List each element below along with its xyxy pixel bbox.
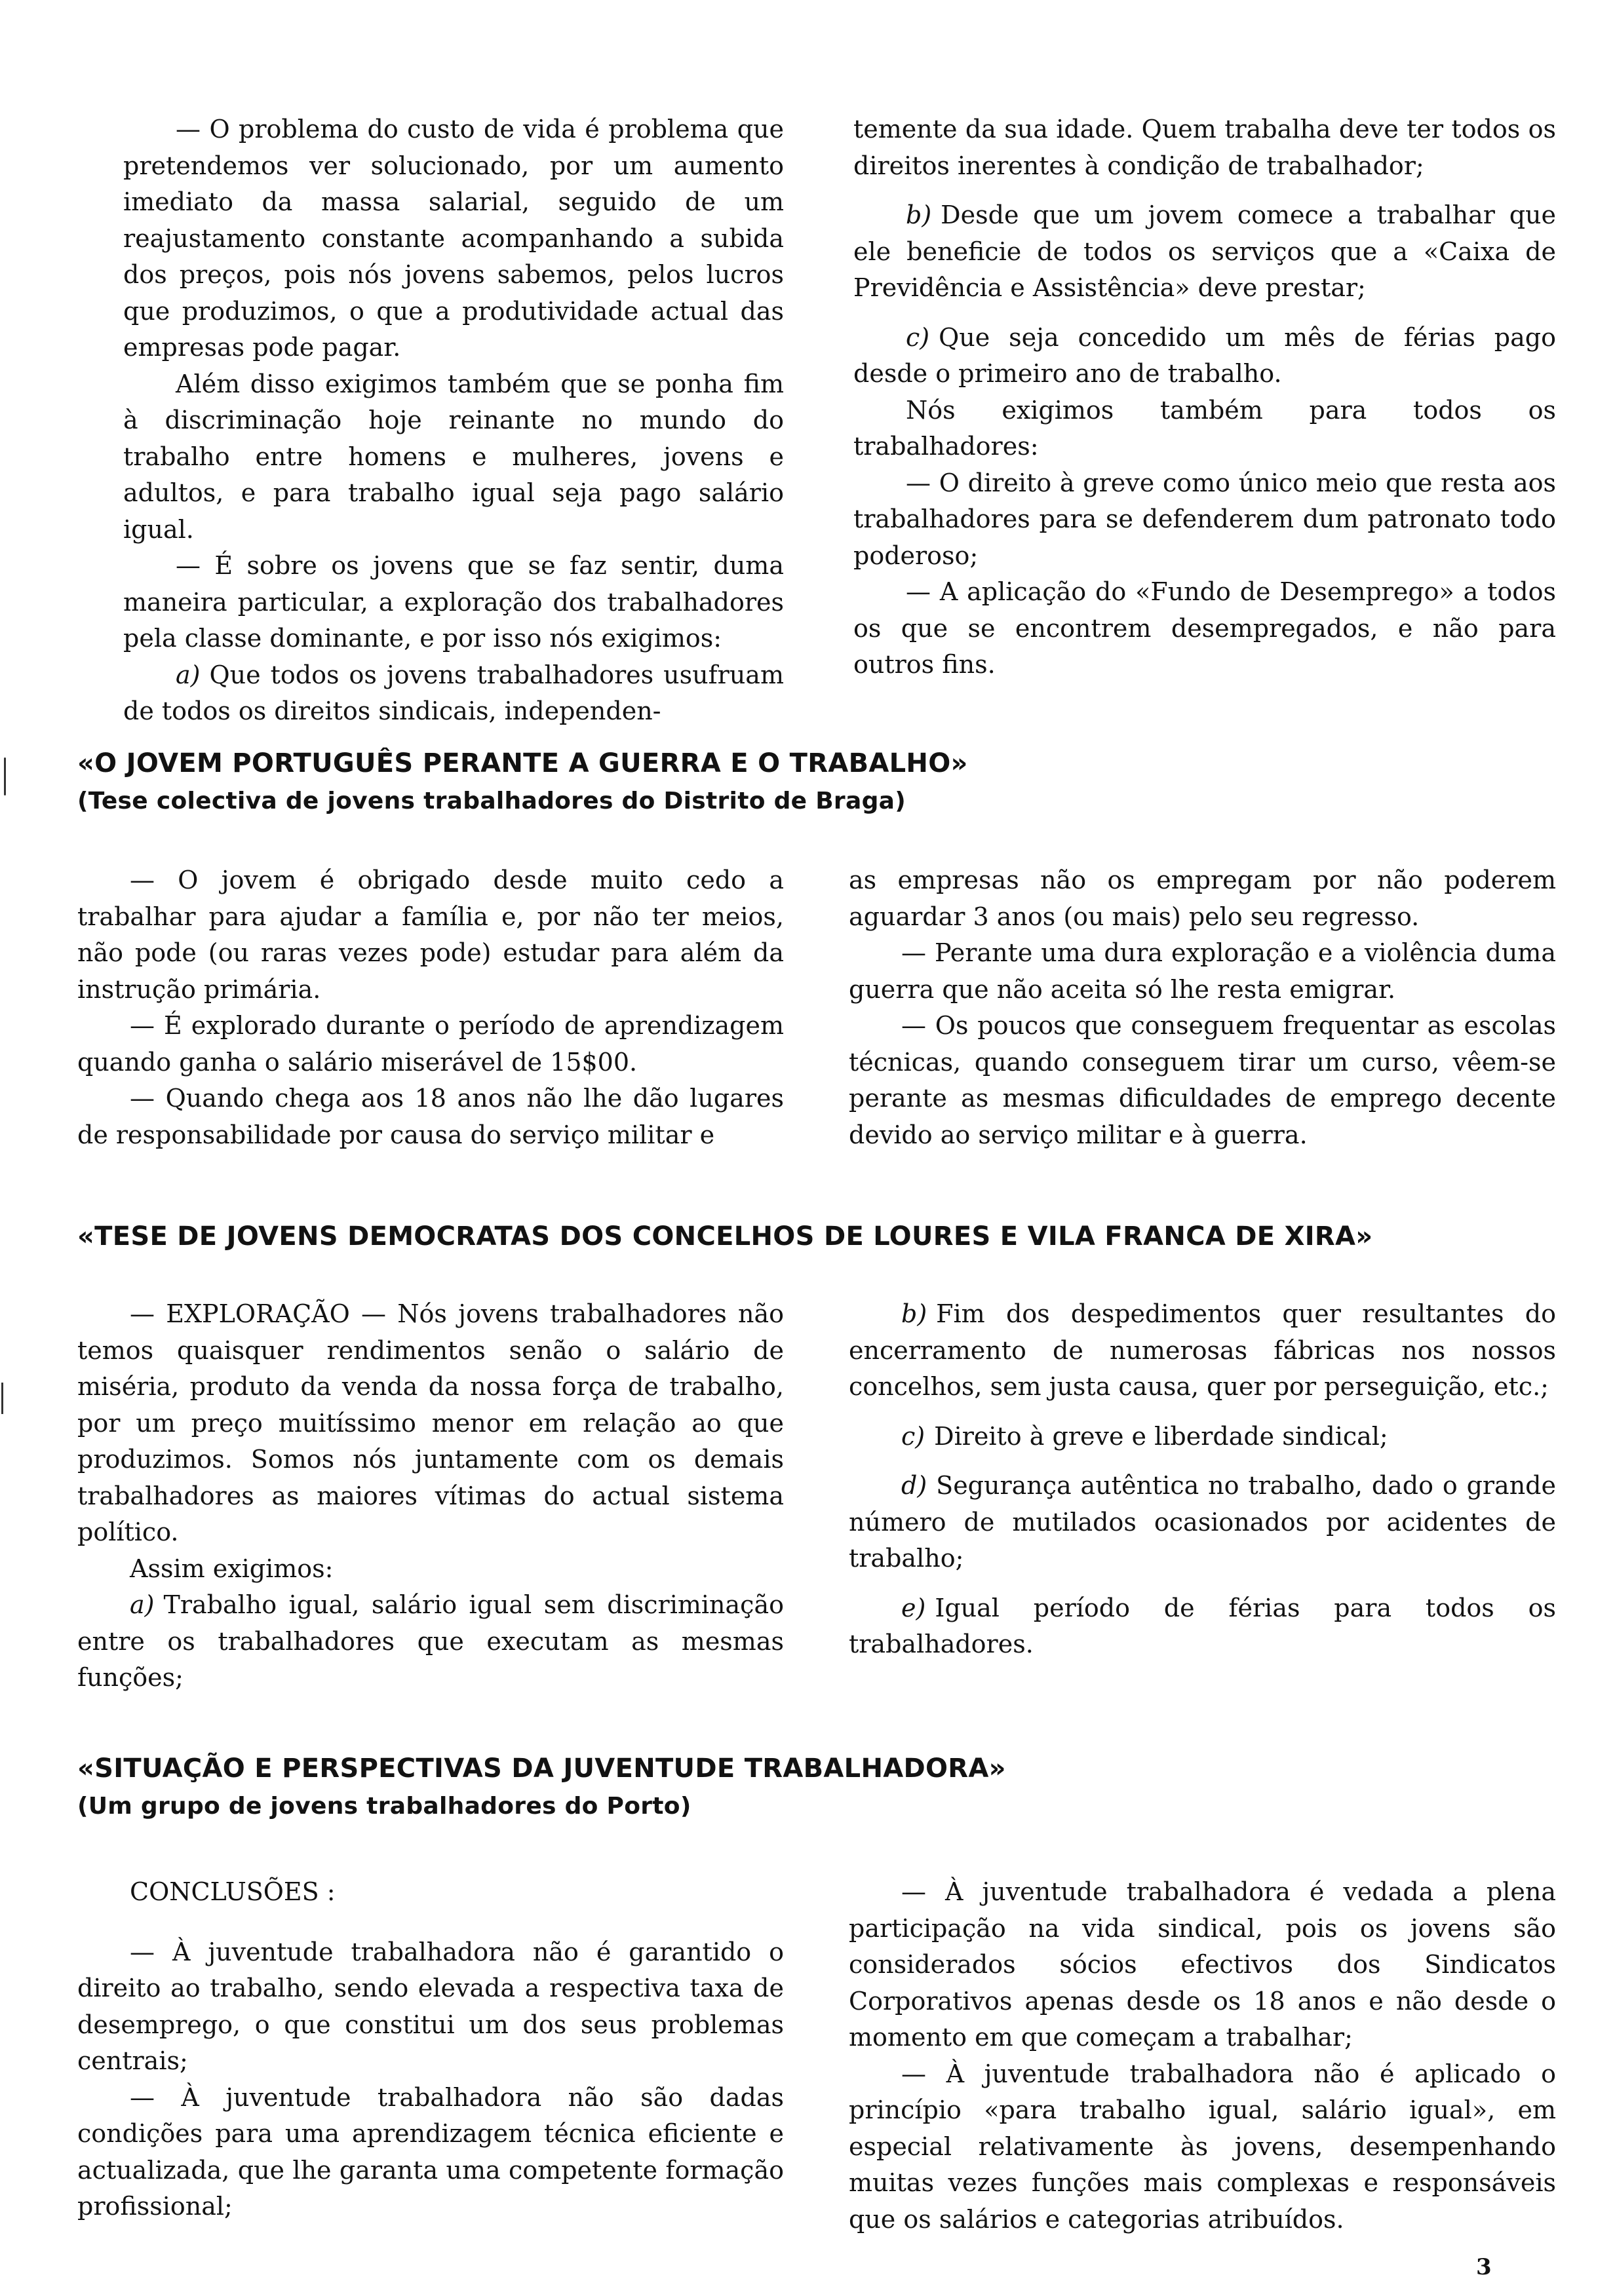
list-marker: b)	[901, 1299, 927, 1328]
section1-left-column	[123, 111, 784, 730]
list-marker: c)	[901, 1421, 925, 1451]
list-item-d	[849, 1468, 1556, 1577]
paragraph: — Perante uma dura exploração e a violência duma guerra que não aceita só lhe resta emigrar.	[849, 938, 1556, 1004]
list-marker: a)	[130, 1590, 155, 1619]
section3-heading	[77, 1217, 1372, 1255]
conclusions-label: CONCLUSÕES :	[130, 1877, 336, 1906]
list-item-a	[77, 1587, 784, 1696]
paragraph: — É explorado durante o período de aprendizagem quando ganha o salário miserável de 15$00.	[77, 1011, 784, 1077]
list-item-b	[849, 1296, 1556, 1406]
paragraph: — À juventude trabalhadora não é aplicado o princípio «para trabalho igual, salário igual», em especial relativamente às jovens, desempenhando muitas vezes funções mais complexas e responsáveis que os salários e categorias atribuídos.	[849, 2059, 1556, 2234]
section3-right-column	[849, 1296, 1556, 1663]
paragraph: — EXPLORAÇÃO — Nós jovens trabalhadores não temos quaisquer rendimentos senão o salário de miséria, produto da venda da nossa força de trabalho, por um preço muitíssimo menor em relação ao que produzimos. Somos nós juntamente com os demais trabalhadores as maiores vítimas do actual sistema político.	[77, 1299, 784, 1546]
list-item-a	[123, 657, 784, 730]
paragraph: — Os poucos que conseguem frequentar as escolas técnicas, quando conseguem tirar um curso, vêem-se perante as mesmas dificuldades de emprego decente devido ao serviço militar e à guerra.	[849, 1011, 1556, 1149]
scan-mark	[1, 1383, 3, 1414]
list-item-text: Que seja concedido um mês de férias pago desde o primeiro ano de trabalho.	[853, 322, 1556, 388]
section2-left-column	[77, 862, 784, 1153]
list-item-c	[849, 1419, 1556, 1455]
list-marker: c)	[906, 322, 930, 352]
list-item-text: Desde que um jovem comece a trabalhar que ele beneficie de todos os serviços que a «Caixa de Previdência e Assistência» deve prestar;	[853, 201, 1556, 302]
paragraph: as empresas não os empregam por não poderem aguardar 3 anos (ou mais) pelo seu regresso.	[849, 866, 1556, 931]
paragraph: — O direito à greve como único meio que resta aos trabalhadores para se defenderem dum patronato todo poderoso;	[853, 468, 1556, 570]
list-item-e	[849, 1590, 1556, 1663]
paragraph: Assim exigimos:	[130, 1554, 334, 1583]
paragraph: — A aplicação do «Fundo de Desemprego» a todos os que se encontrem desempregados, e não para outros fins.	[853, 577, 1556, 679]
paragraph: — À juventude trabalhadora não é garantido o direito ao trabalho, sendo elevada a respectiva taxa de desemprego, o que constitui um dos seus problemas centrais;	[77, 1937, 784, 2075]
paragraph: — O problema do custo de vida é problema que pretendemos ver solucionado, por um aumento imediato da massa salarial, seguido de um reajustamento constante acompanhando a subida dos preços, pois nós jovens sabemos, pelos lucros que produzimos, o que a produtividade actual das empresas pode pagar.	[123, 115, 784, 362]
section2-subtitle: (Tese colectiva de jovens trabalhadores do Distrito de Braga)	[77, 788, 906, 814]
section4-heading	[77, 1750, 1006, 1826]
list-marker: d)	[901, 1471, 927, 1500]
section2-right-column	[849, 862, 1556, 1153]
list-item-c	[853, 320, 1556, 392]
section1-right-column	[853, 111, 1556, 683]
paragraph: temente da sua idade. Quem trabalha deve ter todos os direitos inerentes à condição de trabalhador;	[853, 115, 1556, 180]
list-item-text: Trabalho igual, salário igual sem discriminação entre os trabalhadores que executam as mesmas funções;	[77, 1590, 784, 1692]
section2-title: «O JOVEM PORTUGUÊS PERANTE A GUERRA E O TRABALHO»	[77, 748, 968, 778]
section3-title: «TESE DE JOVENS DEMOCRATAS DOS CONCELHOS DE LOURES E VILA FRANCA DE XIRA»	[77, 1221, 1373, 1252]
paragraph: — É sobre os jovens que se faz sentir, duma maneira particular, a exploração dos trabalhadores pela classe dominante, e por isso nós exigimos:	[123, 551, 784, 653]
section3-left-column	[77, 1296, 784, 1696]
list-item-text: Igual período de férias para todos os trabalhadores.	[849, 1593, 1556, 1658]
page-number: 3	[1476, 2254, 1492, 2280]
list-marker: b)	[906, 201, 932, 229]
list-item-text: Segurança autêntica no trabalho, dado o grande número de mutilados ocasionados por acidentes de trabalho;	[849, 1471, 1556, 1573]
section4-title: «SITUAÇÃO E PERSPECTIVAS DA JUVENTUDE TRABALHADORA»	[77, 1753, 1006, 1784]
list-item-text: Fim dos despedimentos quer resultantes do encerramento de numerosas fábricas nos nossos concelhos, sem justa causa, quer por perseguição, etc.;	[849, 1299, 1556, 1401]
list-marker: a)	[176, 660, 201, 689]
paragraph: — À juventude trabalhadora não são dadas condições para uma aprendizagem técnica eficiente e actualizada, que lhe garanta uma competente formação profissional;	[77, 2082, 784, 2221]
paragraph: — À juventude trabalhadora é vedada a plena participação na vida sindical, pois os jovens são considerados sócios efectivos dos Sindicatos Corporativos apenas desde os 18 anos e não desde o momento em que começam a trabalhar;	[849, 1877, 1556, 2052]
list-marker: e)	[901, 1593, 926, 1622]
section4-left-column	[77, 1874, 784, 2225]
paragraph: — Quando chega aos 18 anos não lhe dão lugares de responsabilidade por causa do serviço militar e	[77, 1084, 784, 1149]
list-item-text: Direito à greve e liberdade sindical;	[934, 1421, 1388, 1451]
list-item-b	[853, 197, 1556, 307]
section4-subtitle: (Um grupo de jovens trabalhadores do Porto)	[77, 1793, 691, 1820]
paragraph: — O jovem é obrigado desde muito cedo a trabalhar para ajudar a família e, por não ter meios, não pode (ou raras vezes pode) estudar para além da instrução primária.	[77, 866, 784, 1004]
paragraph: Além disso exigimos também que se ponha fim à discriminação hoje reinante no mundo do trabalho entre homens e mulheres, jovens e adultos, e para trabalho igual seja pago salário igual.	[123, 369, 784, 544]
list-item-text: Que todos os jovens trabalhadores usufruam de todos os direitos sindicais, independen-	[123, 660, 784, 725]
section2-heading	[77, 744, 968, 820]
section4-right-column	[849, 1874, 1556, 2238]
scan-mark	[4, 757, 6, 795]
paragraph: Nós exigimos também para todos os trabalhadores:	[853, 395, 1556, 461]
